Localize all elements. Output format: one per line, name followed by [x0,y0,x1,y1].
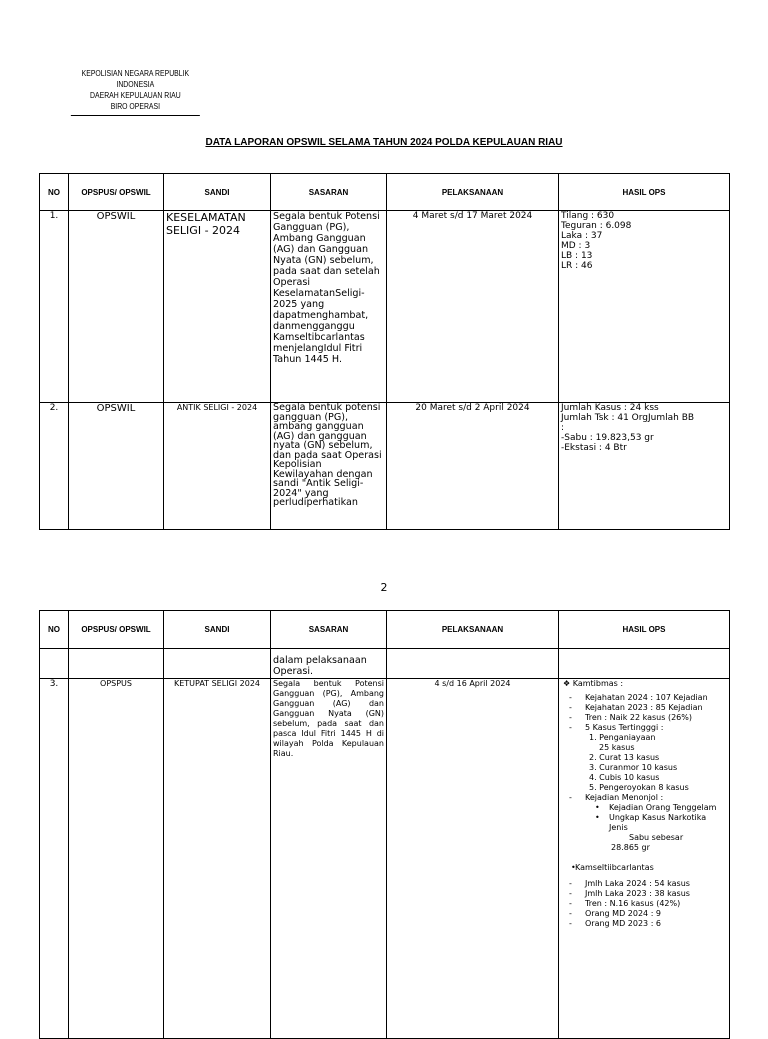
cont-pelaksanaan [387,649,559,679]
row2-no: 2. [40,403,69,530]
cont-no [40,649,69,679]
row2-hasil-item: Jumlah Tsk : 41 OrgJumlah BB [561,413,695,423]
cont-sandi [164,649,271,679]
menonjol-list [563,793,727,803]
list-item: 2. Curat 13 kasus [589,753,660,762]
row1-pelaksanaan: 4 Maret s/d 17 Maret 2024 [387,211,559,403]
row1-hasil-item: MD : 3 [561,241,591,251]
row3-hasil [559,679,730,1039]
list-item: 25 kasus [599,743,635,752]
row1-ops: OPSWIL [69,211,164,403]
sabu-amount: 28.865 gr [611,843,650,852]
row2-hasil-item: Jumlah Kasus : 24 kss [561,403,659,413]
kamtibmas-heading: ❖ Kamtibmas : [563,679,624,688]
letterhead-line2: DAERAH KEPULAUAN RIAU [90,91,181,100]
header-sasaran: SASARAN [271,174,387,211]
table-header-row [40,174,730,211]
row1-hasil-item: Teguran : 6.098 [561,221,632,231]
row2-hasil-item: : [561,423,565,433]
header-pelaksanaan: PELAKSANAAN [387,174,559,211]
kamtibmas-list [563,693,727,733]
row3-sandi: KETUPAT SELIGI 2024 [164,679,271,1039]
row2-ops: OPSWIL [69,403,164,530]
letterhead-rule [71,115,200,116]
row1-hasil-item: Laka : 37 [561,231,603,241]
list-item: - 5 Kasus Tertingggi : [563,723,727,733]
row3-pelaksanaan: 4 s/d 16 April 2024 [387,679,559,1039]
header-ops: OPSPUS/ OPSWIL [69,174,164,211]
table-row [40,679,730,1039]
header-hasil: HASIL OPS [559,611,730,649]
cont-ops [69,649,164,679]
table-row [40,403,730,530]
row2-hasil [559,403,730,530]
kamsel-heading: • Kamseltiibcarlantas [563,863,727,873]
list-item: - Kejahatan 2023 : 85 Kejadian [563,703,727,713]
row2-pelaksanaan: 20 Maret s/d 2 April 2024 [387,403,559,530]
letterhead-line1: KEPOLISIAN NEGARA REPUBLIK INDONESIA [81,69,190,89]
row1-hasil-item: LB : 13 [561,251,593,261]
row1-hasil [559,211,730,403]
cont-hasil [559,649,730,679]
list-item: • Kejadian Orang Tenggelam [587,803,727,813]
top5-list [563,733,727,793]
row1-hasil-item: Tilang : 630 [561,211,615,221]
row3-ops: OPSPUS [69,679,164,1039]
row1-no: 1. [40,211,69,403]
row1-sandi: KESELAMATAN SELIGI - 2024 [164,211,271,403]
list-item: - Kejahatan 2024 : 107 Kejadian [563,693,727,703]
list-item: 4. Cubis 10 kasus [589,773,660,782]
header-ops: OPSPUS/ OPSWIL [69,611,164,649]
page-number: 2 [380,581,388,594]
menonjol-items [563,803,727,833]
row2-hasil-item: -Ekstasi : 4 Btr [561,443,627,453]
list-item: - Orang MD 2024 : 9 [563,909,727,919]
header-sandi: SANDI [164,611,271,649]
row2-hasil-item: -Sabu : 19.823,53 gr [561,433,654,443]
list-item: 5. Pengeroyokan 8 kasus [589,783,689,792]
kamsel-heading-list [563,863,727,873]
list-item: - Tren : Naik 22 kasus (26%) [563,713,727,723]
list-item: • Ungkap Kasus Narkotika Jenis [587,813,727,833]
letterhead-line3: BIRO OPERASI [110,102,161,111]
table-header-row [40,611,730,649]
list-item: - Jmlh Laka 2023 : 38 kasus [563,889,727,899]
row2-sasaran: Segala bentuk potensi gangguan (PG), ambang gangguan (AG) dan gangguan nyata (GN) sebelum, dan pada saat Operasi Kepolisian Kewilayahan dengan sandi "Antik Seligi-2024" yang perludiperhatikan [271,403,387,530]
sabu-label: Sabu sebesar [629,833,684,842]
header-sasaran: SASARAN [271,611,387,649]
menonjol-heading: - Kejadian Menonjol : [563,793,727,803]
header-no: NO [40,174,69,211]
row3-sasaran: Segala bentuk Potensi Gangguan (PG), Ambang Gangguan (AG) dan Gangguan Nyata (GN) sebelum, pada saat dan pasca Idul Fitri 1445 H di wilayah Polda Kepulauan Riau. [271,679,387,1039]
table-row [40,211,730,403]
row3-no: 3. [40,679,69,1039]
list-item: - Tren : N.16 kasus (42%) [563,899,727,909]
table-row [40,649,730,679]
letterhead [70,68,201,116]
list-item: 3. Curanmor 10 kasus [589,763,678,772]
header-sandi: SANDI [164,174,271,211]
row2-sandi: ANTIK SELIGI - 2024 [164,403,271,530]
operations-table-page2 [39,610,730,1039]
list-item: 1. Penganiayaan [589,733,656,742]
operations-table-page1 [39,173,730,530]
document-title: DATA LAPORAN OPSWIL SELAMA TAHUN 2024 POLDA KEPULAUAN RIAU [205,137,563,148]
cont-sasaran: dalam pelaksanaan Operasi. [271,649,387,679]
list-item: - Orang MD 2023 : 6 [563,919,727,929]
list-item: - Jmlh Laka 2024 : 54 kasus [563,879,727,889]
header-pelaksanaan: PELAKSANAAN [387,611,559,649]
row1-hasil-item: LR : 46 [561,261,593,271]
row1-sasaran: Segala bentuk Potensi Gangguan (PG), Ambang Gangguan (AG) dan Gangguan Nyata (GN) sebelum, pada saat dan setelah Operasi KeselamatanSeligi-2025 yang dapatmenghambat, danmengganggu Kamseltibcarlantas menjelangIdul Fitri Tahun 1445 H. [271,211,387,403]
kamsel-list [563,879,727,929]
header-hasil: HASIL OPS [559,174,730,211]
header-no: NO [40,611,69,649]
